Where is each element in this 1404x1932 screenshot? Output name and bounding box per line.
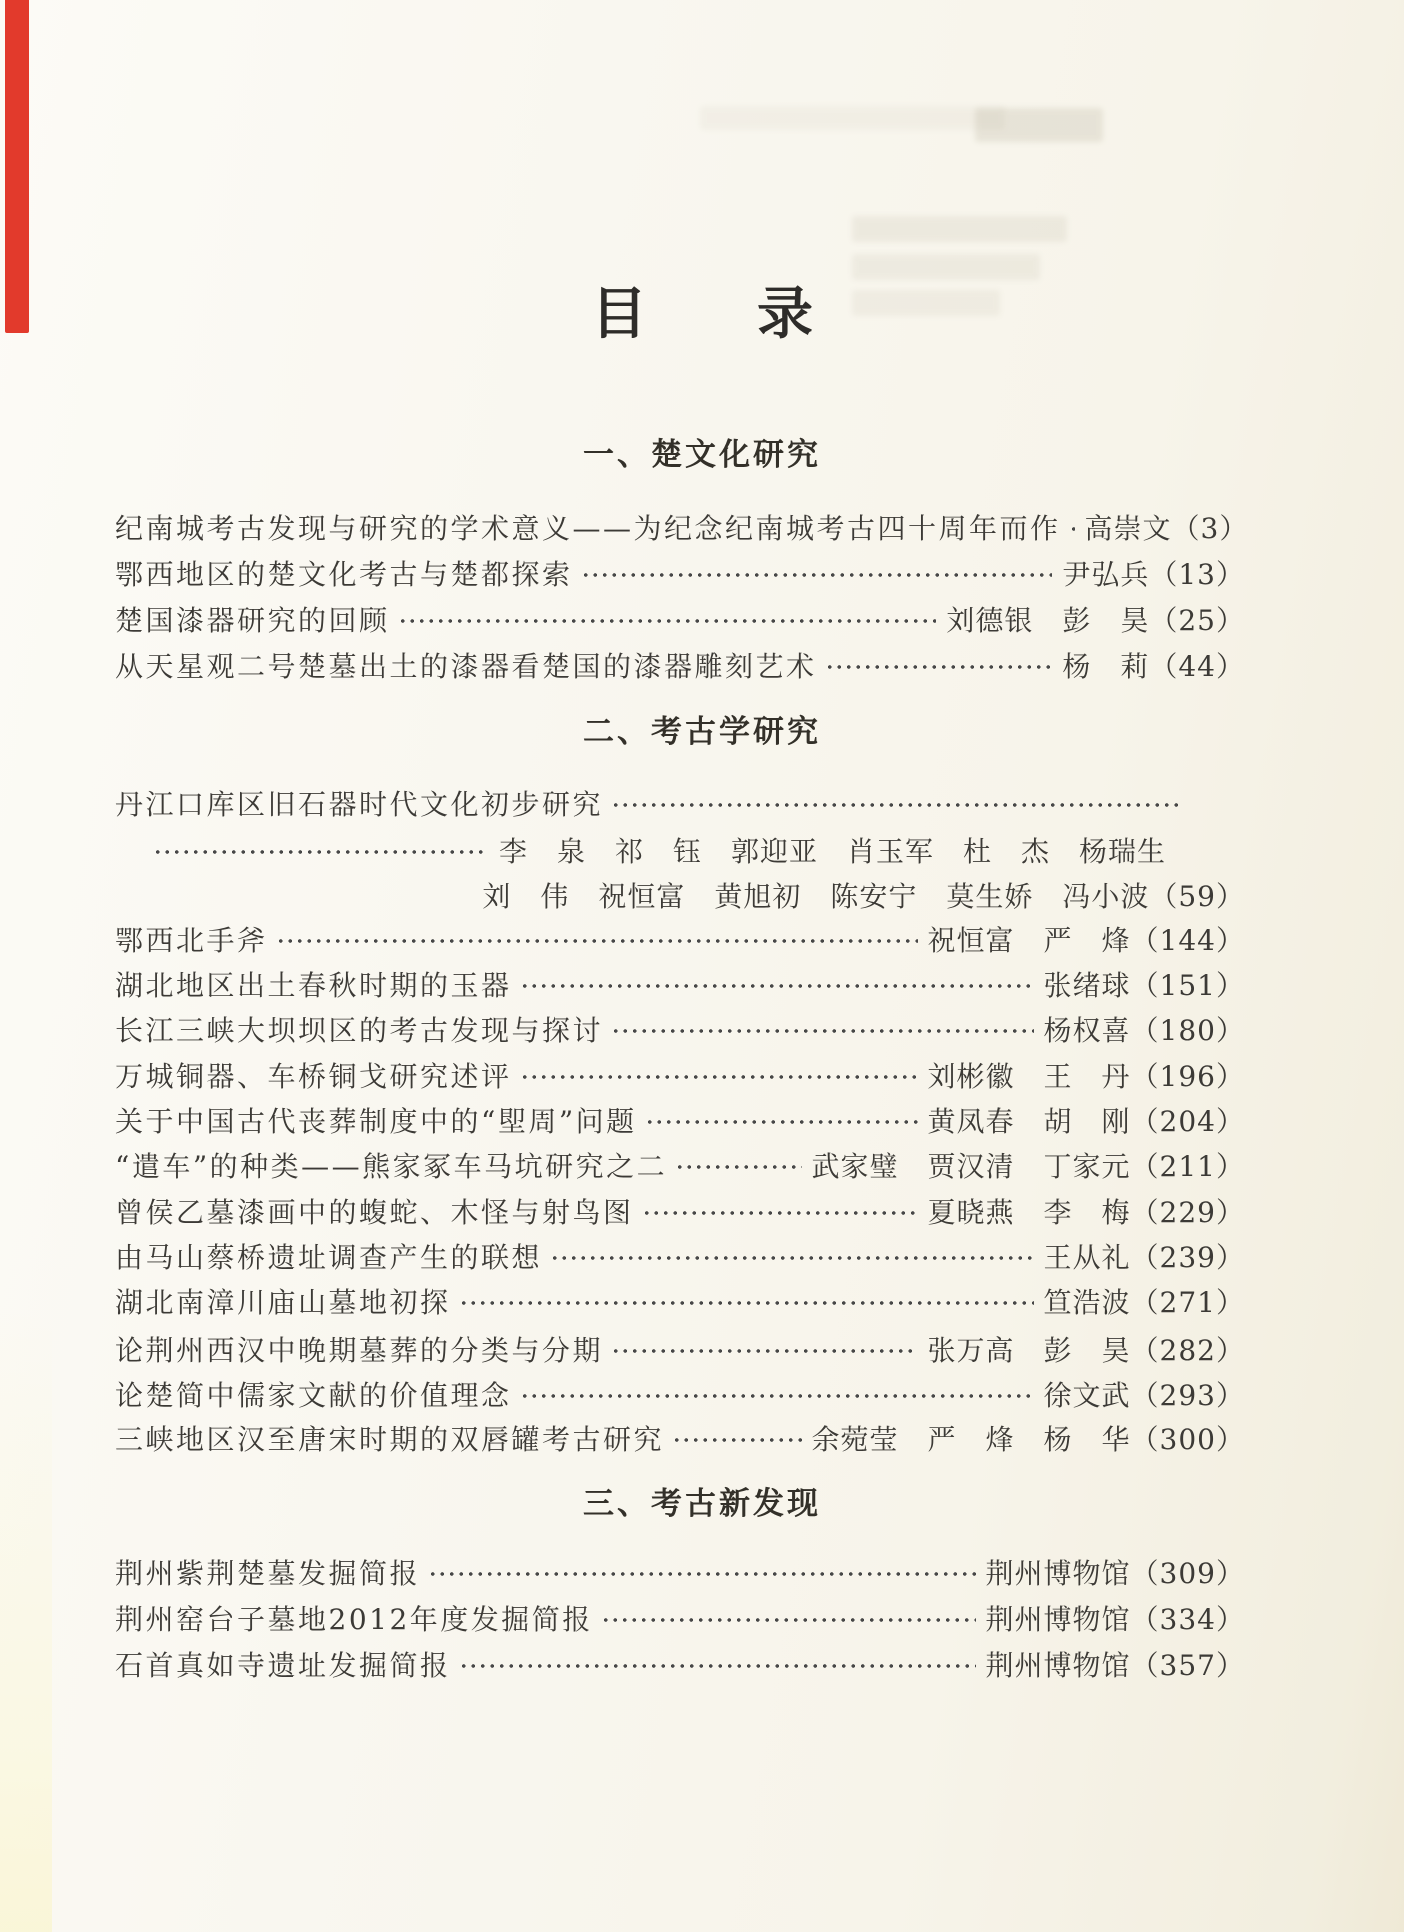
entry-page: （3）	[1171, 512, 1249, 545]
page-edge-tint	[0, 1312, 52, 1932]
toc-entry-row	[115, 1150, 1245, 1184]
entry-page: （357）	[1130, 1649, 1245, 1682]
entry-authors: 高崇文	[1084, 512, 1172, 545]
toc-entry-row	[115, 969, 1245, 1003]
entry-page: （204）	[1130, 1105, 1245, 1138]
entry-page: （59）	[1149, 880, 1245, 913]
dotted-leader	[550, 1241, 1034, 1275]
dotted-leader	[276, 924, 918, 958]
dotted-leader	[672, 1423, 802, 1457]
toc-entry-row	[115, 1603, 1245, 1637]
entry-authors: 祝恒富 严 烽	[927, 924, 1131, 957]
entry-authors: 夏晓燕 李 梅	[927, 1196, 1131, 1229]
toc-entry-row	[115, 1060, 1245, 1094]
entry-page: （271）	[1130, 1286, 1245, 1319]
page-title-char: 录	[757, 281, 813, 347]
dotted-leader	[398, 604, 937, 638]
entry-page: （25）	[1149, 604, 1245, 637]
entry-title: 石首真如寺遗址发掘简报	[115, 1649, 451, 1682]
entry-title: 丹江口库区旧石器时代文化初步研究	[115, 788, 604, 821]
toc-entry-row	[115, 512, 1249, 546]
entry-title: 纪南城考古发现与研究的学术意义——为纪念纪南城考古四十周年而作	[115, 512, 1061, 545]
entry-title: 万城铜器、车桥铜戈研究述评	[115, 1060, 512, 1093]
entry-title: 荆州窑台子墓地2012年度发掘简报	[115, 1603, 593, 1636]
entry-authors: 张绪球	[1043, 969, 1131, 1002]
entry-page: （229）	[1130, 1196, 1245, 1229]
entry-page: （282）	[1130, 1334, 1245, 1367]
dotted-leader	[520, 969, 1034, 1003]
toc-entry-row	[115, 1557, 1245, 1591]
dotted-leader	[428, 1557, 976, 1591]
entry-authors: 杨权喜	[1043, 1014, 1131, 1047]
entry-authors: 笪浩波	[1043, 1286, 1131, 1319]
dotted-leader	[611, 788, 1183, 822]
entry-page: （334）	[1130, 1603, 1245, 1636]
dotted-leader	[459, 1649, 976, 1683]
toc-entry-row	[115, 788, 1245, 822]
toc-entry-row	[115, 650, 1245, 684]
toc-entry-row	[115, 604, 1245, 638]
entry-title: “遣车”的种类——熊家冢车马坑研究之二	[115, 1150, 668, 1183]
entry-page: （44）	[1149, 650, 1245, 683]
entry-title: 论楚简中儒家文献的价值理念	[115, 1379, 512, 1412]
entry-authors: 黄凤春 胡 刚	[927, 1105, 1131, 1138]
dotted-leader	[1069, 512, 1075, 546]
entry-authors: 李 泉 祁 钰 郭迎亚 肖玉军 杜 杰 杨瑞生	[499, 835, 1167, 868]
bleed-through-artifact	[700, 106, 1005, 130]
entry-authors: 刘德银 彭 昊	[946, 604, 1150, 637]
section-heading-3: 三、考古新发现	[583, 1486, 821, 1522]
entry-authors: 刘彬徽 王 丹	[927, 1060, 1131, 1093]
toc-entry-row	[115, 1014, 1245, 1048]
entry-page: （300）	[1130, 1423, 1245, 1456]
toc-entry-authors-row	[115, 880, 1245, 914]
dotted-leader	[520, 1379, 1034, 1413]
section-heading-1: 一、楚文化研究	[583, 437, 821, 473]
entry-title: 从天星观二号楚墓出土的漆器看楚国的漆器雕刻艺术	[115, 650, 817, 683]
entry-authors: 余菀莹 严 烽 杨 华	[811, 1423, 1131, 1456]
dotted-leader	[645, 1105, 918, 1139]
entry-title: 长江三峡大坝坝区的考古发现与探讨	[115, 1014, 604, 1047]
entry-authors: 尹弘兵	[1062, 558, 1150, 591]
toc-entry-authors-row	[115, 835, 1245, 869]
entry-title: 论荆州西汉中晚期墓葬的分类与分期	[115, 1334, 604, 1367]
dotted-leader	[642, 1196, 918, 1230]
entry-page: （196）	[1130, 1060, 1245, 1093]
bleed-through-artifact	[975, 108, 1103, 142]
dotted-leader	[581, 558, 1053, 592]
entry-authors: 荆州博物馆	[985, 1557, 1131, 1590]
entry-authors: 荆州博物馆	[985, 1649, 1131, 1682]
dotted-leader	[601, 1603, 976, 1637]
entry-title: 关于中国古代丧葬制度中的“堲周”问题	[115, 1105, 637, 1138]
toc-entry-row	[115, 1286, 1245, 1320]
toc-entry-row	[115, 1105, 1245, 1139]
toc-entry-row	[115, 1241, 1245, 1275]
entry-title: 鄂西北手斧	[115, 924, 268, 957]
page-title-char: 目	[591, 281, 647, 347]
dotted-leader	[825, 650, 1053, 684]
toc-entry-row	[115, 1649, 1245, 1683]
entry-authors: 武家璧 贾汉清 丁家元	[811, 1150, 1131, 1183]
entry-title: 楚国漆器研究的回顾	[115, 604, 390, 637]
toc-entry-row	[115, 558, 1245, 592]
dotted-leader	[611, 1014, 1034, 1048]
entry-authors: 杨 莉	[1062, 650, 1150, 683]
entry-authors: 王从礼	[1043, 1241, 1131, 1274]
red-bookmark-strip	[5, 0, 29, 333]
entry-page: （144）	[1130, 924, 1245, 957]
bleed-through-artifact	[852, 216, 1067, 242]
entry-authors: 徐文武	[1043, 1379, 1131, 1412]
dotted-leader	[520, 1060, 918, 1094]
entry-authors: 荆州博物馆	[985, 1603, 1131, 1636]
entry-title: 三峡地区汉至唐宋时期的双唇罐考古研究	[115, 1423, 665, 1456]
entry-title: 湖北地区出土春秋时期的玉器	[115, 969, 512, 1002]
section-heading-2: 二、考古学研究	[583, 714, 821, 750]
entry-title: 鄂西地区的楚文化考古与楚都探索	[115, 558, 573, 591]
toc-entry-row	[115, 1379, 1245, 1413]
entry-page: （293）	[1130, 1379, 1245, 1412]
entry-authors: 刘 伟 祝恒富 黄旭初 陈安宁 莫生娇 冯小波	[482, 880, 1150, 913]
bleed-through-artifact	[852, 254, 1040, 280]
entry-page: （309）	[1130, 1557, 1245, 1590]
toc-entry-row	[115, 1196, 1245, 1230]
entry-page: （239）	[1130, 1241, 1245, 1274]
entry-authors: 张万高 彭 昊	[927, 1334, 1131, 1367]
entry-page: （151）	[1130, 969, 1245, 1002]
entry-title: 曾侯乙墓漆画中的蝮蛇、木怪与射鸟图	[115, 1196, 634, 1229]
entry-page: （180）	[1130, 1014, 1245, 1047]
dotted-leader	[153, 835, 483, 869]
entry-page: （13）	[1149, 558, 1245, 591]
toc-entry-row	[115, 1423, 1245, 1457]
entry-title: 湖北南漳川庙山墓地初探	[115, 1286, 451, 1319]
toc-entry-row	[115, 1334, 1245, 1368]
page-title	[0, 281, 1404, 347]
entry-title: 由马山蔡桥遗址调查产生的联想	[115, 1241, 543, 1274]
dotted-leader	[611, 1334, 918, 1368]
entry-page: （211）	[1130, 1150, 1245, 1183]
toc-entry-row	[115, 924, 1245, 958]
dotted-leader	[459, 1286, 1034, 1320]
entry-title: 荆州紫荆楚墓发掘简报	[115, 1557, 421, 1590]
dotted-leader	[675, 1150, 801, 1184]
